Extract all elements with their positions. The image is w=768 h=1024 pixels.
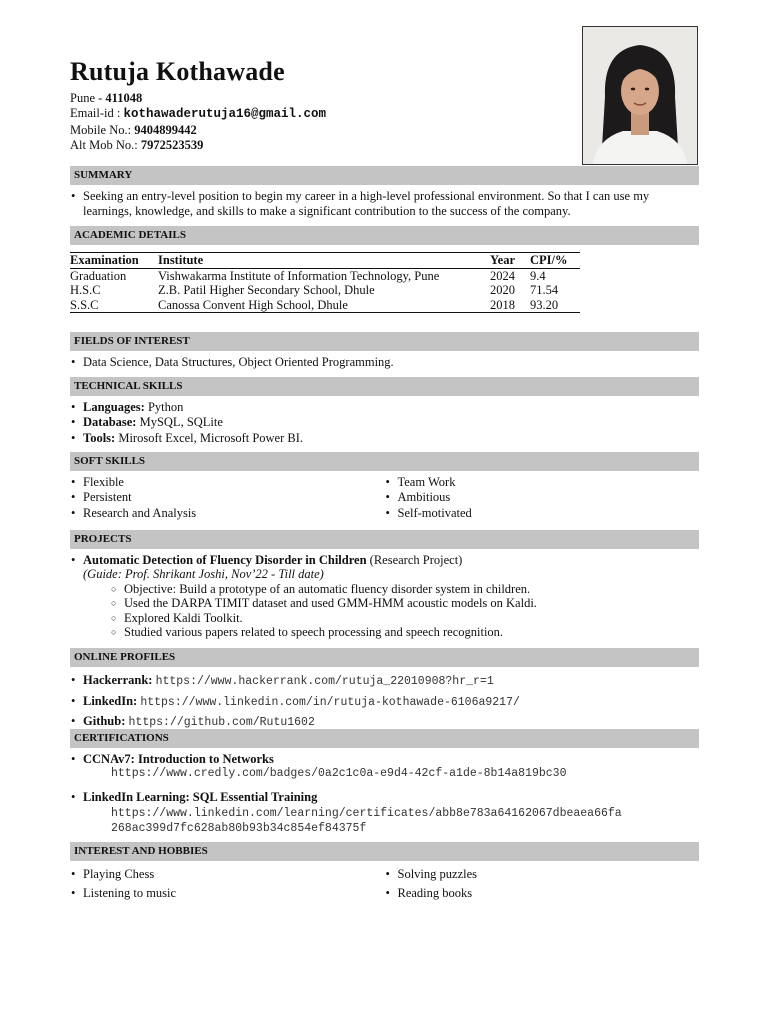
project-guide: (Guide: Prof. Shrikant Joshi, Nov’22 - Till date)	[83, 567, 324, 582]
section-header-certifications: CERTIFICATIONS	[70, 729, 699, 748]
email-link[interactable]: kothawaderutuja16@gmail.com	[123, 107, 327, 122]
candidate-name: Rutuja Kothawade	[70, 57, 285, 86]
academic-table	[70, 252, 580, 313]
list-item: • Tools: Mirosoft Excel, Microsoft Power BI.	[70, 431, 699, 446]
section-header-fields: FIELDS OF INTEREST	[70, 332, 699, 351]
col-year: Year	[490, 253, 530, 269]
email-line: Email-id : kothawaderutuja16@gmail.com	[70, 106, 327, 122]
list-item: • LinkedIn: https://www.linkedin.com/in/rutuja-kothawade-6106a9217/	[70, 692, 699, 713]
cert-title: CCNAv7: Introduction to Networks	[83, 752, 274, 766]
section-header-hobbies: INTEREST AND HOBBIES	[70, 842, 699, 861]
github-link[interactable]: https://github.com/Rutu1602	[128, 716, 315, 729]
col-examination: Examination	[70, 253, 158, 269]
contact-block	[70, 91, 326, 153]
mobile-line: Mobile No.: 9404899442	[70, 122, 197, 137]
list-item: • Persistent	[70, 490, 385, 505]
section-header-technical: TECHNICAL SKILLS	[70, 377, 699, 396]
section-header-soft-skills: SOFT SKILLS	[70, 452, 699, 471]
list-item: • Github: https://github.com/Rutu1602	[70, 712, 699, 733]
pincode: 411048	[105, 91, 143, 105]
section-header-academic: ACADEMIC DETAILS	[70, 226, 699, 245]
fields-text: • Data Science, Data Structures, Object Oriented Programming.	[70, 355, 699, 370]
list-item: • Hackerrank: https://www.hackerrank.com/rutuja_22010908?hr_r=1	[70, 671, 699, 692]
list-item: ○ Explored Kaldi Toolkit.	[111, 611, 699, 625]
cert-link[interactable]: https://www.linkedin.com/learning/certificates/abb8e783a64162067dbeaea66fa 268ac399d7fc628ab80b93b34c854ef84375f	[111, 807, 622, 835]
linkedin-link[interactable]: https://www.linkedin.com/in/rutuja-kothawade-6106a9217/	[140, 695, 520, 709]
list-item: • Solving puzzles	[385, 865, 700, 884]
hackerrank-link[interactable]: https://www.hackerrank.com/rutuja_22010908?hr_r=1	[155, 675, 494, 688]
col-cpi: CPI/%	[530, 253, 580, 269]
list-item: • Reading books	[385, 884, 700, 903]
cert-link[interactable]: https://www.credly.com/badges/0a2c1c0a-e9d4-42cf-a1de-8b14a819bc30	[111, 767, 567, 781]
list-item: • Ambitious	[385, 490, 700, 505]
summary-text: • Seeking an entry-level position to begin my career in a high-level professional environment. So that I can use my learnings, knowledge, and skills to make a significant contribution to the success of the company.	[70, 189, 699, 220]
alt-mobile-number: 7972523539	[140, 137, 204, 152]
alt-mobile-line: Alt Mob No.: 7972523539	[70, 137, 204, 152]
hobbies-section	[70, 865, 699, 903]
project-item: • Automatic Detection of Fluency Disorder in Children (Research Project) (Guide: Prof. Shrikant Joshi, Nov’22 - Till date) ○ Objective: Build a prototype of an automatic fluency disorder system in children. ○ Used the DARPA TIMIT dataset and used GMM-HMM acoustic models on Kaldi. ○ Explored Kaldi Toolkit. ○ Studied various papers related to speech processing and speech recognition.	[70, 553, 699, 639]
certifications-section	[70, 752, 699, 836]
address-line: Pune - 411048	[70, 91, 143, 105]
list-item	[70, 790, 699, 805]
mobile-number: 9404899442	[134, 122, 197, 137]
list-item: ○ Used the DARPA TIMIT dataset and used GMM-HMM acoustic models on Kaldi.	[111, 596, 699, 610]
list-item: ○ Studied various papers related to speech processing and speech recognition.	[111, 625, 699, 639]
list-item: • Listening to music	[70, 884, 385, 903]
technical-section	[70, 400, 699, 446]
table-row: Graduation Vishwakarma Institute of Information Technology, Pune 2024 9.4	[70, 268, 546, 283]
section-header-profiles: ONLINE PROFILES	[70, 648, 699, 667]
table-row: S.S.C Canossa Convent High School, Dhule 2018 93.20	[70, 297, 559, 312]
profiles-section	[70, 671, 699, 733]
list-item: • Flexible	[70, 475, 385, 490]
academic-section	[70, 252, 699, 313]
list-item: • Self-motivated	[385, 506, 700, 521]
list-item: • Database: MySQL, SQLite	[70, 415, 699, 430]
summary-section	[70, 189, 699, 220]
table-row: H.S.C Z.B. Patil Higher Secondary School, Dhule 2020 71.54	[70, 283, 559, 298]
profile-photo	[582, 26, 698, 165]
col-institute: Institute	[158, 253, 490, 269]
fields-section	[70, 355, 699, 370]
list-item	[70, 752, 699, 767]
soft-skills-section	[70, 475, 699, 521]
list-item: ○ Objective: Build a prototype of an automatic fluency disorder system in children.	[111, 582, 699, 596]
section-header-summary: SUMMARY	[70, 166, 699, 185]
projects-section	[70, 553, 699, 639]
list-item: • Research and Analysis	[70, 506, 385, 521]
cert-title: LinkedIn Learning: SQL Essential Training	[83, 789, 318, 804]
list-item: • Playing Chess	[70, 865, 385, 884]
section-header-projects: PROJECTS	[70, 530, 699, 549]
table-header-row	[70, 253, 580, 269]
project-title: Automatic Detection of Fluency Disorder in Children	[83, 553, 367, 567]
list-item: • Languages: Python	[70, 400, 699, 415]
list-item: • Team Work	[385, 475, 700, 490]
